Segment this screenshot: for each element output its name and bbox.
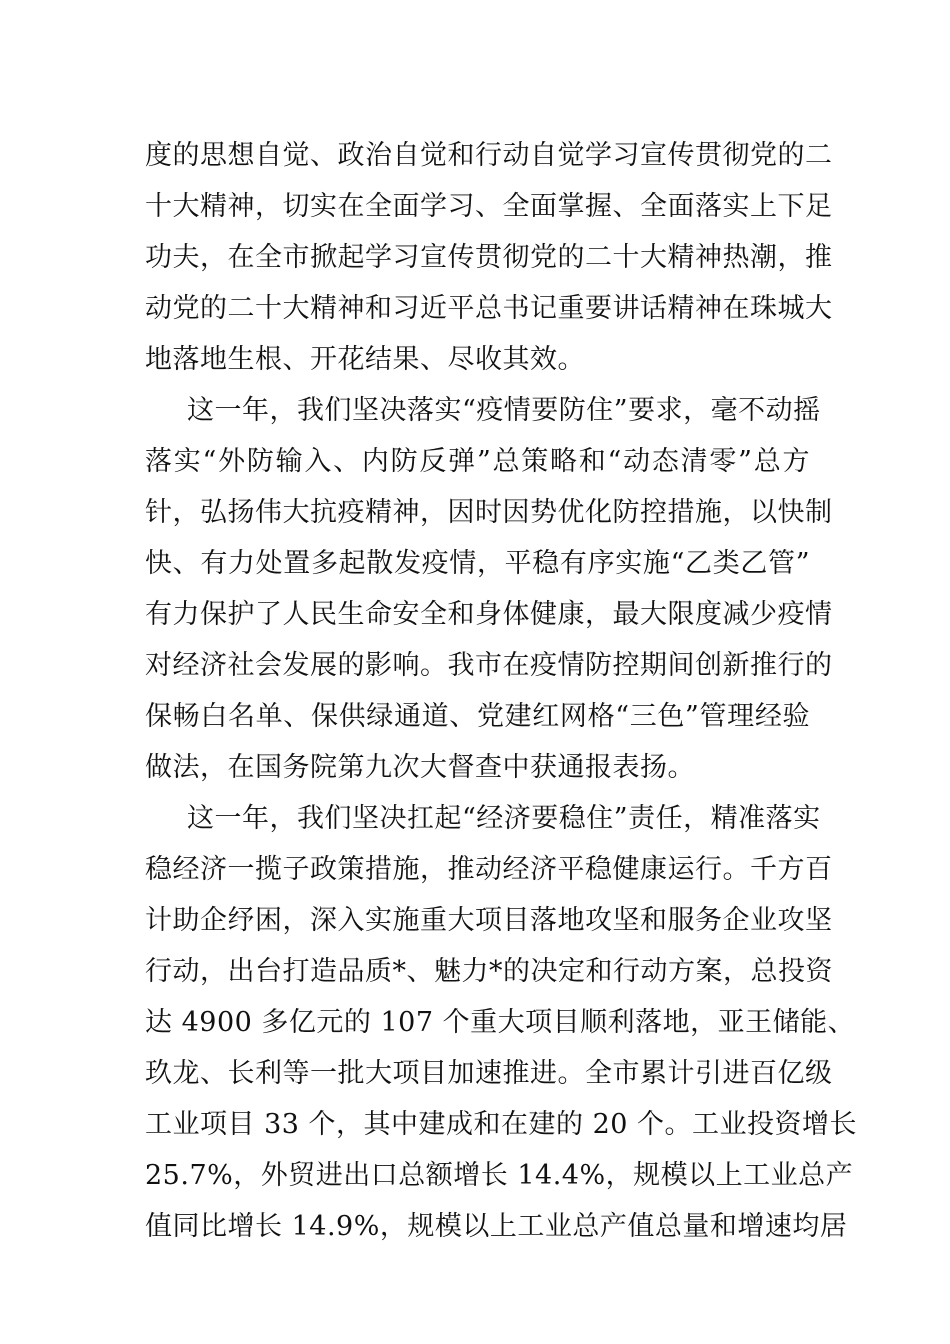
paragraph-2 [145,385,833,793]
text-line: 对经济社会发展的影响。我市在疫情防控期间创新推行的 [145,650,833,681]
paragraph-1 [145,130,833,385]
text-line: 保畅白名单、保供绿通道、党建红网格“三色”管理经验 [145,701,810,732]
text-line: 行动，出台打造品质*、魅力*的决定和行动方案，总投资 [145,956,833,987]
document-body [145,130,858,1252]
text-line: 度的思想自觉、政治自觉和行动自觉学习宣传贯彻党的二 [145,140,833,171]
text-line: 快、有力处置多起散发疫情，平稳有序实施“乙类乙管” [145,548,810,579]
text-line: 计助企纾困，深入实施重大项目落地攻坚和服务企业攻坚 [145,905,833,936]
text-line: 稳经济一揽子政策措施，推动经济平稳健康运行。千方百 [145,854,833,885]
text-line: 达 4900 多亿元的 107 个重大项目顺利落地，亚王储能、 [145,1007,856,1038]
text-line: 这一年，我们坚决落实“疫情要防住”要求，毫不动摇 [187,395,821,426]
paragraph-3 [145,793,858,1252]
text-line: 地落地生根、开花结果、尽收其效。 [145,344,585,375]
text-line: 落实“外防输入、内防反弹”总策略和“动态清零”总方 [145,446,810,477]
text-line: 十大精神，切实在全面学习、全面掌握、全面落实上下足 [145,191,833,222]
text-line: 玖龙、长利等一批大项目加速推进。全市累计引进百亿级 [145,1058,833,1089]
text-line: 功夫，在全市掀起学习宣传贯彻党的二十大精神热潮，推 [145,242,833,273]
text-line: 25.7%，外贸进出口总额增长 14.4%，规模以上工业总产 [145,1160,854,1191]
text-line: 动党的二十大精神和习近平总书记重要讲话精神在珠城大 [145,293,833,324]
text-line: 值同比增长 14.9%，规模以上工业总产值总量和增速均居 [145,1211,848,1242]
text-line: 工业项目 33 个，其中建成和在建的 20 个。工业投资增长 [145,1109,858,1140]
text-line: 这一年，我们坚决扛起“经济要稳住”责任，精准落实 [187,803,821,834]
text-line: 针，弘扬伟大抗疫精神，因时因势优化防控措施，以快制 [145,497,833,528]
text-line: 有力保护了人民生命安全和身体健康，最大限度减少疫情 [145,599,833,630]
text-line: 做法，在国务院第九次大督查中获通报表扬。 [145,752,695,783]
